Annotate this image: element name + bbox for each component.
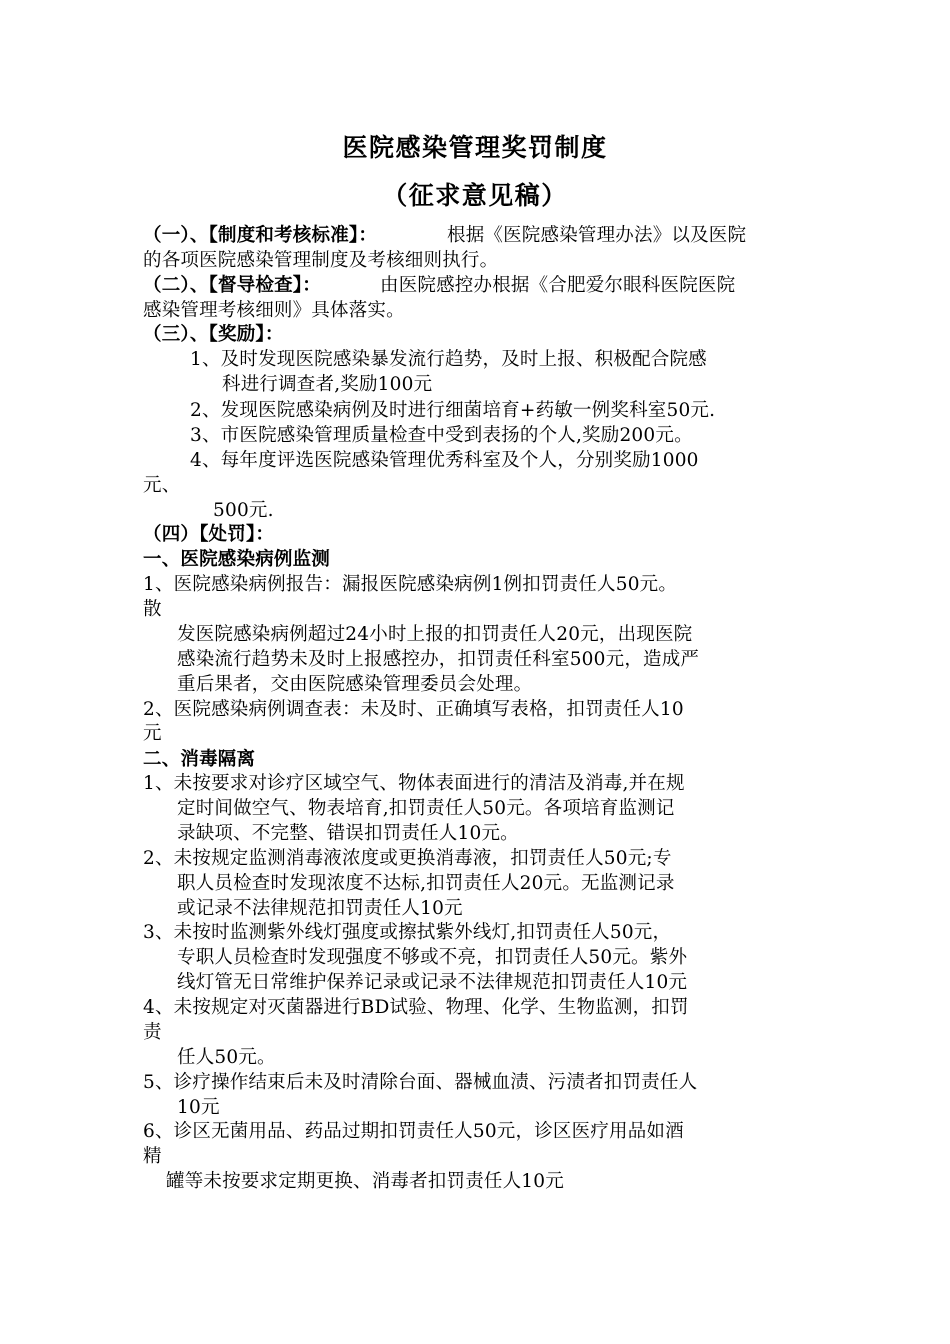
section-2-heading: （二）、【督导检查】：: [143, 275, 321, 296]
reward-item: 1、及时发现医院感染暴发流行趋势，及时上报、积极配合院感: [190, 349, 707, 370]
penalty-item: 1、未按要求对诊疗区域空气、物体表面进行的清洁及消毒,并在规: [143, 773, 685, 794]
penalty-item: 2、未按规定监测消毒液浓度或更换消毒液，扣罚责任人50元;专: [143, 848, 672, 869]
reward-item: 500元.: [213, 500, 274, 521]
penalty-item: 职人员检查时发现浓度不达标,扣罚责任人20元。无监测记录: [177, 873, 675, 894]
penalty-item: 1、医院感染病例报告：漏报医院感染病例1例扣罚责任人50元。: [143, 574, 678, 595]
penalty-heading: 一、医院感染病例监测: [143, 549, 331, 570]
section-1-text: 根据《医院感染管理办法》以及医院: [447, 225, 747, 246]
penalty-item: 专职人员检查时发现强度不够或不亮，扣罚责任人50元。紫外: [177, 947, 688, 968]
reward-item: 科进行调查者,奖励100元: [222, 374, 433, 395]
section-2-text: 感染管理考核细则》具体落实。: [143, 300, 405, 321]
reward-item: 2、发现医院感染病例及时进行细菌培育+药敏一例奖科室50元.: [190, 400, 716, 421]
penalty-item: 散: [143, 599, 162, 620]
penalty-item: 3、未按时监测紫外线灯强度或擦拭紫外线灯,扣罚责任人50元，: [143, 922, 672, 943]
penalty-item: 重后果者，交由医院感染管理委员会处理。: [177, 674, 533, 695]
penalty-item: 或记录不法律规范扣罚责任人10元: [177, 898, 463, 919]
document-subtitle: （征求意见稿）: [382, 181, 568, 210]
penalty-heading: 二、消毒隔离: [143, 749, 256, 770]
reward-item: 3、市医院感染管理质量检查中受到表扬的个人,奖励200元。: [190, 425, 693, 446]
penalty-item: 2、医院感染病例调查表：未及时、正确填写表格，扣罚责任人10: [143, 699, 684, 720]
penalty-item: 录缺项、不完整、错误扣罚责任人10元。: [177, 823, 519, 844]
section-1-heading: （一）、【制度和考核标准】：: [143, 225, 378, 246]
penalty-item: 线灯管无日常维护保养记录或记录不法律规范扣罚责任人10元: [177, 972, 688, 993]
reward-item: 元、: [143, 475, 181, 496]
penalty-item: 5、诊疗操作结束后未及时清除台面、器械血渍、污渍者扣罚责任人: [143, 1072, 698, 1093]
penalty-item: 元: [143, 723, 162, 744]
penalty-item: 任人50元。: [177, 1047, 276, 1068]
penalty-item: 感染流行趋势未及时上报感控办，扣罚责任科室500元，造成严: [177, 649, 700, 670]
penalty-item: 4、未按规定对灭菌器进行BD试验、物理、化学、生物监测，扣罚: [143, 997, 689, 1018]
penalty-item: 发医院感染病例超过24小时上报的扣罚责任人20元，出现医院: [177, 624, 693, 645]
section-2-text: 由医院感控办根据《合肥爱尔眼科医院医院: [380, 275, 736, 296]
penalty-item: 责: [143, 1022, 162, 1043]
document-title: 医院感染管理奖罚制度: [342, 133, 608, 162]
penalty-item: 10元: [177, 1097, 220, 1118]
penalty-item: 精: [143, 1146, 162, 1167]
reward-item: 4、每年度评选医院感染管理优秀科室及个人，分别奖励1000: [190, 450, 699, 471]
section-4-heading: （四）【处罚】：: [143, 524, 275, 545]
section-3-heading: （三）、【奖励】：: [143, 324, 284, 345]
penalty-item: 罐等未按要求定期更换、消毒者扣罚责任人10元: [166, 1171, 564, 1192]
penalty-item: 6、诊区无菌用品、药品过期扣罚责任人50元，诊区医疗用品如酒: [143, 1121, 684, 1142]
section-1-text: 的各项医院感染管理制度及考核细则执行。: [143, 250, 499, 271]
penalty-item: 定时间做空气、物表培育,扣罚责任人50元。各项培育监测记: [177, 798, 675, 819]
